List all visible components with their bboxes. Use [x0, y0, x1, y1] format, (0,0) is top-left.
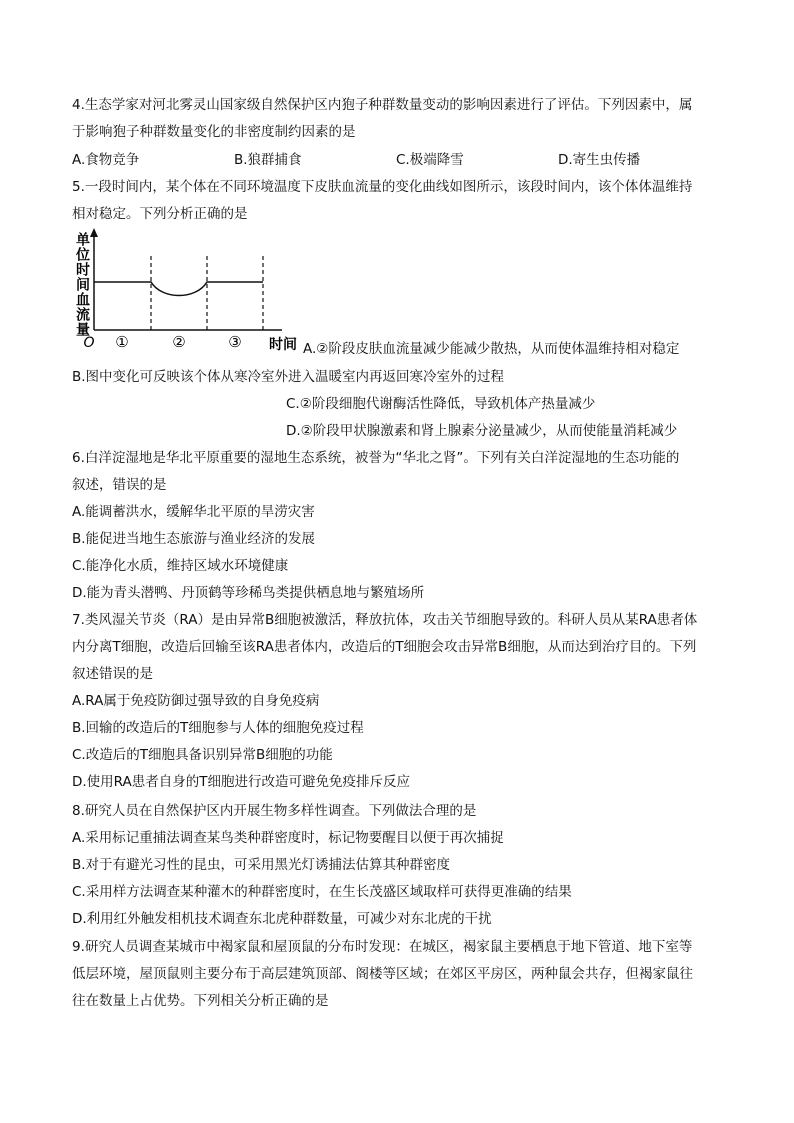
- q9-stem-line1: 9.研究人员调查某城市中褐家鼠和屋顶鼠的分布时发现：在城区，褐家鼠主要栖息于地下管道、地下室等: [72, 939, 693, 955]
- q6-option-b: B.能促进当地生态旅游与渔业经济的发展: [72, 531, 316, 547]
- blood-flow-curve: [94, 282, 263, 296]
- q4-option-d: D.寄生虫传播: [558, 152, 641, 168]
- q6-option-d: D.能为青头潜鸭、丹顶鹤等珍稀鸟类提供栖息地与繁殖场所: [72, 585, 425, 601]
- q5-option-b: B.图中变化可反映该个体从寒冷室外进入温暖室内再返回寒冷室外的过程: [72, 369, 505, 385]
- q7-option-d: D.使用RA患者自身的T细胞进行改造可避免免疫排斥反应: [72, 774, 411, 790]
- q5-option-a: A.②阶段皮肤血流量减少能减少散热，从而使体温维持相对稳定: [303, 341, 680, 357]
- q4-stem-line2: 于影响狍子种群数量变化的非密度制约因素的是: [72, 124, 356, 140]
- stage-label-3: ③: [228, 333, 242, 351]
- q8-option-b: B.对于有避光习性的昆虫，可采用黑光灯诱捕法估算其种群密度: [72, 857, 451, 873]
- origin-label: O: [83, 335, 95, 351]
- q8-stem-line1: 8.研究人员在自然保护区内开展生物多样性调查。下列做法合理的是: [72, 803, 477, 819]
- q9-stem-line2: 低层环境，屋顶鼠则主要分布于高层建筑顶部、阁楼等区域；在郊区平房区，两种鼠会共存，但褐家鼠往: [72, 966, 693, 982]
- x-axis-label: 时间: [269, 337, 297, 353]
- q8-option-a: A.采用标记重捕法调查某鸟类种群密度时，标记物要醒目以便于再次捕捉: [72, 830, 504, 846]
- q6-option-c: C.能净化水质，维持区域水环境健康: [72, 558, 289, 574]
- q6-stem-line2: 叙述，错误的是: [72, 477, 167, 493]
- q6-option-a: A.能调蓄洪水，缓解华北平原的旱涝灾害: [72, 504, 315, 520]
- q4-stem-line1: 4.生态学家对河北雾灵山国家级自然保护区内狍子种群数量变动的影响因素进行了评估。下列因素中，属: [72, 97, 693, 113]
- q7-option-b: B.回输的改造后的T细胞参与人体的细胞免疫过程: [72, 720, 364, 736]
- stage-label-2: ②: [172, 333, 186, 351]
- q7-stem-line1: 7.类风湿关节炎（RA）是由异常B细胞被激活，释放抗体，攻击关节细胞导致的。科研人员从某RA患者体: [72, 612, 698, 628]
- stage-label-1: ①: [115, 333, 129, 351]
- q5-stem-line1: 5.一段时间内，某个体在不同环境温度下皮肤血流量的变化曲线如图所示，该段时间内，该个体体温维持: [72, 179, 693, 195]
- q4-option-a: A.食物竞争: [72, 152, 140, 168]
- q5-option-d: D.②阶段甲状腺激素和肾上腺素分泌量减少，从而使能量消耗减少: [286, 423, 678, 439]
- y-axis-label: 单位时间血流量: [74, 232, 90, 337]
- q7-option-c: C.改造后的T细胞具备识别异常B细胞的功能: [72, 747, 333, 763]
- q5-option-c: C.②阶段细胞代谢酶活性降低，导致机体产热量减少: [286, 396, 596, 412]
- q8-option-c: C.采用样方法调查某种灌木的种群密度时，在生长茂盛区域取样可获得更准确的结果: [72, 884, 572, 900]
- q4-option-b: B.狼群捕食: [234, 152, 302, 168]
- q7-stem-line3: 叙述错误的是: [72, 666, 153, 682]
- q5-stem-line2: 相对稳定。下列分析正确的是: [72, 206, 248, 222]
- q5-blood-flow-figure: [72, 228, 302, 358]
- q7-option-a: A.RA属于免疫防御过强导致的自身免疫病: [72, 693, 320, 709]
- y-axis-arrow: [90, 228, 98, 237]
- q7-stem-line2: 内分离T细胞，改造后回输至该RA患者体内，改造后的T细胞会攻击异常B细胞，从而达到治疗目的。下列: [72, 639, 697, 655]
- q9-stem-line3: 往在数量上占优势。下列相关分析正确的是: [72, 993, 329, 1009]
- q8-option-d: D.利用红外触发相机技术调查东北虎种群数量，可减少对东北虎的干扰: [72, 911, 492, 927]
- q4-option-c: C.极端降雪: [396, 152, 464, 168]
- q6-stem-line1: 6.白洋淀湿地是华北平原重要的湿地生态系统，被誉为“华北之肾”。下列有关白洋淀湿地的生态功能的: [72, 450, 680, 466]
